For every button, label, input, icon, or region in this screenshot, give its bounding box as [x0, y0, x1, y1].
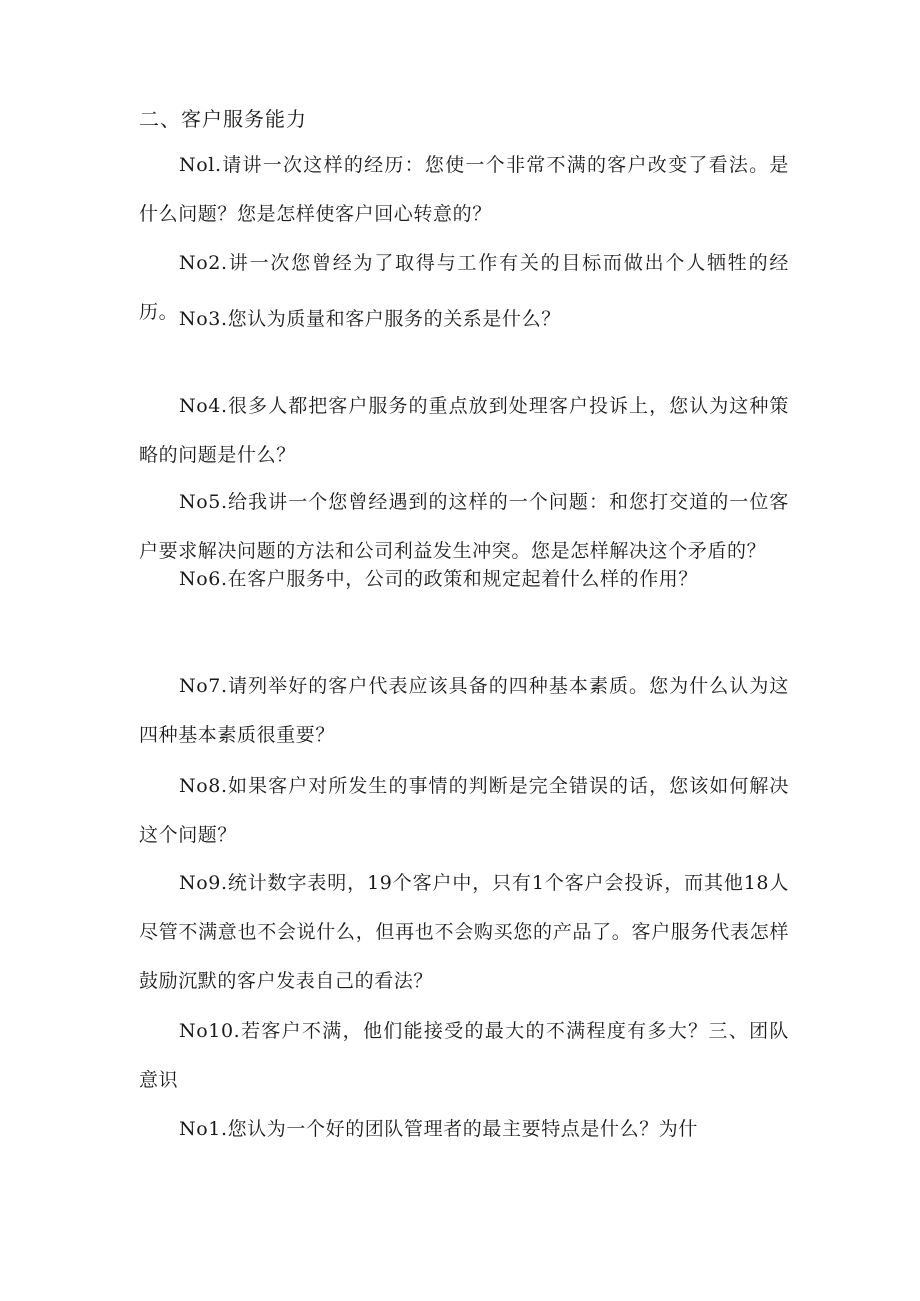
question-10: No10.若客户不满，他们能接受的最大的不满程度有多大？三、团队意识 [139, 1020, 789, 1091]
question-2: No2.讲一次您曾经为了取得与工作有关的目标而做出个人牺牲的经历。 [139, 252, 789, 323]
question-6: No6.在客户服务中，公司的政策和规定起着什么样的作用？ [179, 568, 698, 590]
question-1: Nol.请讲一次这样的经历：您使一个非常不满的客户改变了看法。是什么问题？您是怎样使客户回心转意的？ [139, 154, 789, 225]
question-4: No4.很多人都把客户服务的重点放到处理客户投诉上，您认为这种策略的问题是什么？ [139, 395, 789, 466]
question-7: No7.请列举好的客户代表应该具备的四种基本素质。您为什么认为这四种基本素质很重要？ [139, 675, 789, 746]
section-heading: 二、客户服务能力 [139, 107, 307, 131]
question-5: No5.给我讲一个您曾经遇到的这样的一个问题：和您打交道的一位客户要求解决问题的方法和公司利益发生冲突。您是怎样解决这个矛盾的？ [139, 491, 789, 562]
question-9: No9.统计数字表明，19个客户中，只有1个客户会投诉，而其他18人尽管不满意也不会说什么，但再也不会购买您的产品了。客户服务代表怎样鼓励沉默的客户发表自己的看法？ [139, 872, 789, 992]
question-8: No8.如果客户对所发生的事情的判断是完全错误的话，您该如何解决这个问题？ [139, 775, 789, 846]
question-3: No3.您认为质量和客户服务的关系是什么？ [179, 308, 561, 330]
team-question-1: No1.您认为一个好的团队管理者的最主要特点是什么？为什 [179, 1118, 698, 1140]
